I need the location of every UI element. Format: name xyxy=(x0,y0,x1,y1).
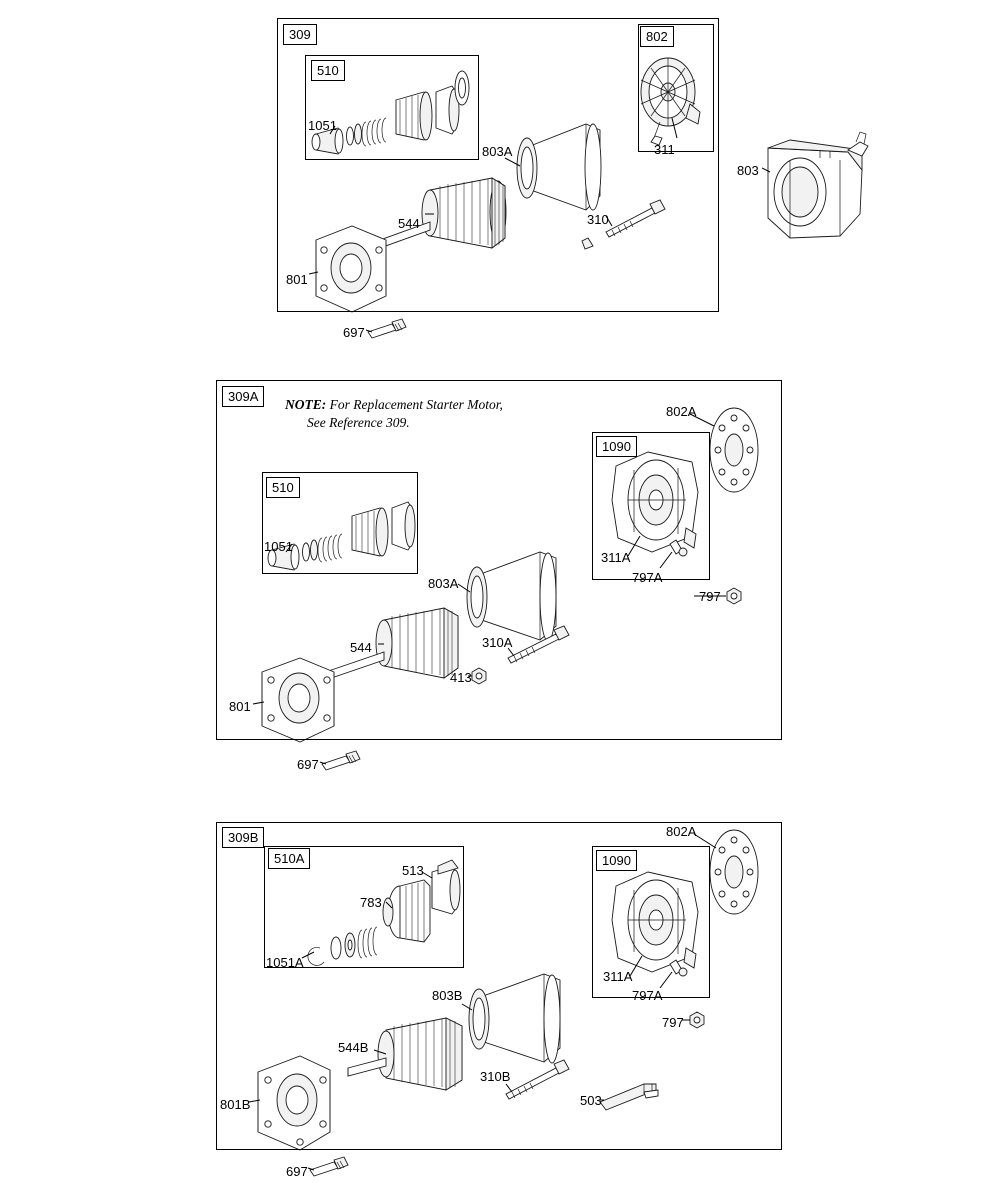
panel-tag-309A: 309A xyxy=(222,386,264,407)
subbox-tag-510: 510 xyxy=(311,60,345,81)
subbox-tag-1090-b: 1090 xyxy=(596,850,637,871)
part-697-screw xyxy=(368,319,406,338)
label-513: 513 xyxy=(402,863,424,878)
label-311: 311 xyxy=(654,142,675,157)
label-801B: 801B xyxy=(220,1097,251,1112)
label-544-a: 544 xyxy=(350,640,372,655)
label-503: 503 xyxy=(580,1093,602,1108)
label-802A: 802A xyxy=(666,404,697,419)
label-801-a: 801 xyxy=(229,699,251,714)
subbox-tag-510A: 510A xyxy=(268,848,310,869)
label-802A-b: 802A xyxy=(666,824,697,839)
label-311A-b: 311A xyxy=(603,969,633,984)
subbox-tag-802: 802 xyxy=(640,26,674,47)
label-310B: 310B xyxy=(480,1069,511,1084)
label-803: 803 xyxy=(737,163,759,178)
label-797A-b: 797A xyxy=(632,988,663,1003)
note-line-2: See Reference 309. xyxy=(307,415,410,431)
label-803A: 803A xyxy=(482,144,513,159)
label-801: 801 xyxy=(286,272,308,287)
label-797-b: 797 xyxy=(662,1015,684,1030)
part-697-screw-a xyxy=(322,751,360,770)
panel-tag-309B: 309B xyxy=(222,827,264,848)
label-697-b: 697 xyxy=(286,1164,308,1179)
label-310A: 310A xyxy=(482,635,513,650)
label-311A: 311A xyxy=(601,550,631,565)
subbox-tag-510-a: 510 xyxy=(266,477,300,498)
label-544: 544 xyxy=(398,216,420,231)
label-1051A: 1051A xyxy=(266,955,304,970)
label-697: 697 xyxy=(343,325,365,340)
label-803B: 803B xyxy=(432,988,463,1003)
subbox-tag-1090: 1090 xyxy=(596,436,637,457)
label-797A: 797A xyxy=(632,570,663,585)
label-1051-a: 1051 xyxy=(264,539,293,554)
label-797: 797 xyxy=(699,589,721,604)
label-310: 310 xyxy=(587,212,609,227)
note-bold: NOTE: xyxy=(285,397,327,412)
label-697-a: 697 xyxy=(297,757,319,772)
label-413: 413 xyxy=(450,670,472,685)
panel-tag-309: 309 xyxy=(283,24,317,45)
label-544B: 544B xyxy=(338,1040,369,1055)
replacement-note xyxy=(285,396,503,432)
label-783: 783 xyxy=(360,895,382,910)
part-697-screw-b xyxy=(310,1157,348,1176)
label-803A-a: 803A xyxy=(428,576,459,591)
note-line-1: For Replacement Starter Motor, xyxy=(329,397,503,412)
label-1051: 1051 xyxy=(308,118,337,133)
part-803-housing-detail xyxy=(768,132,868,238)
